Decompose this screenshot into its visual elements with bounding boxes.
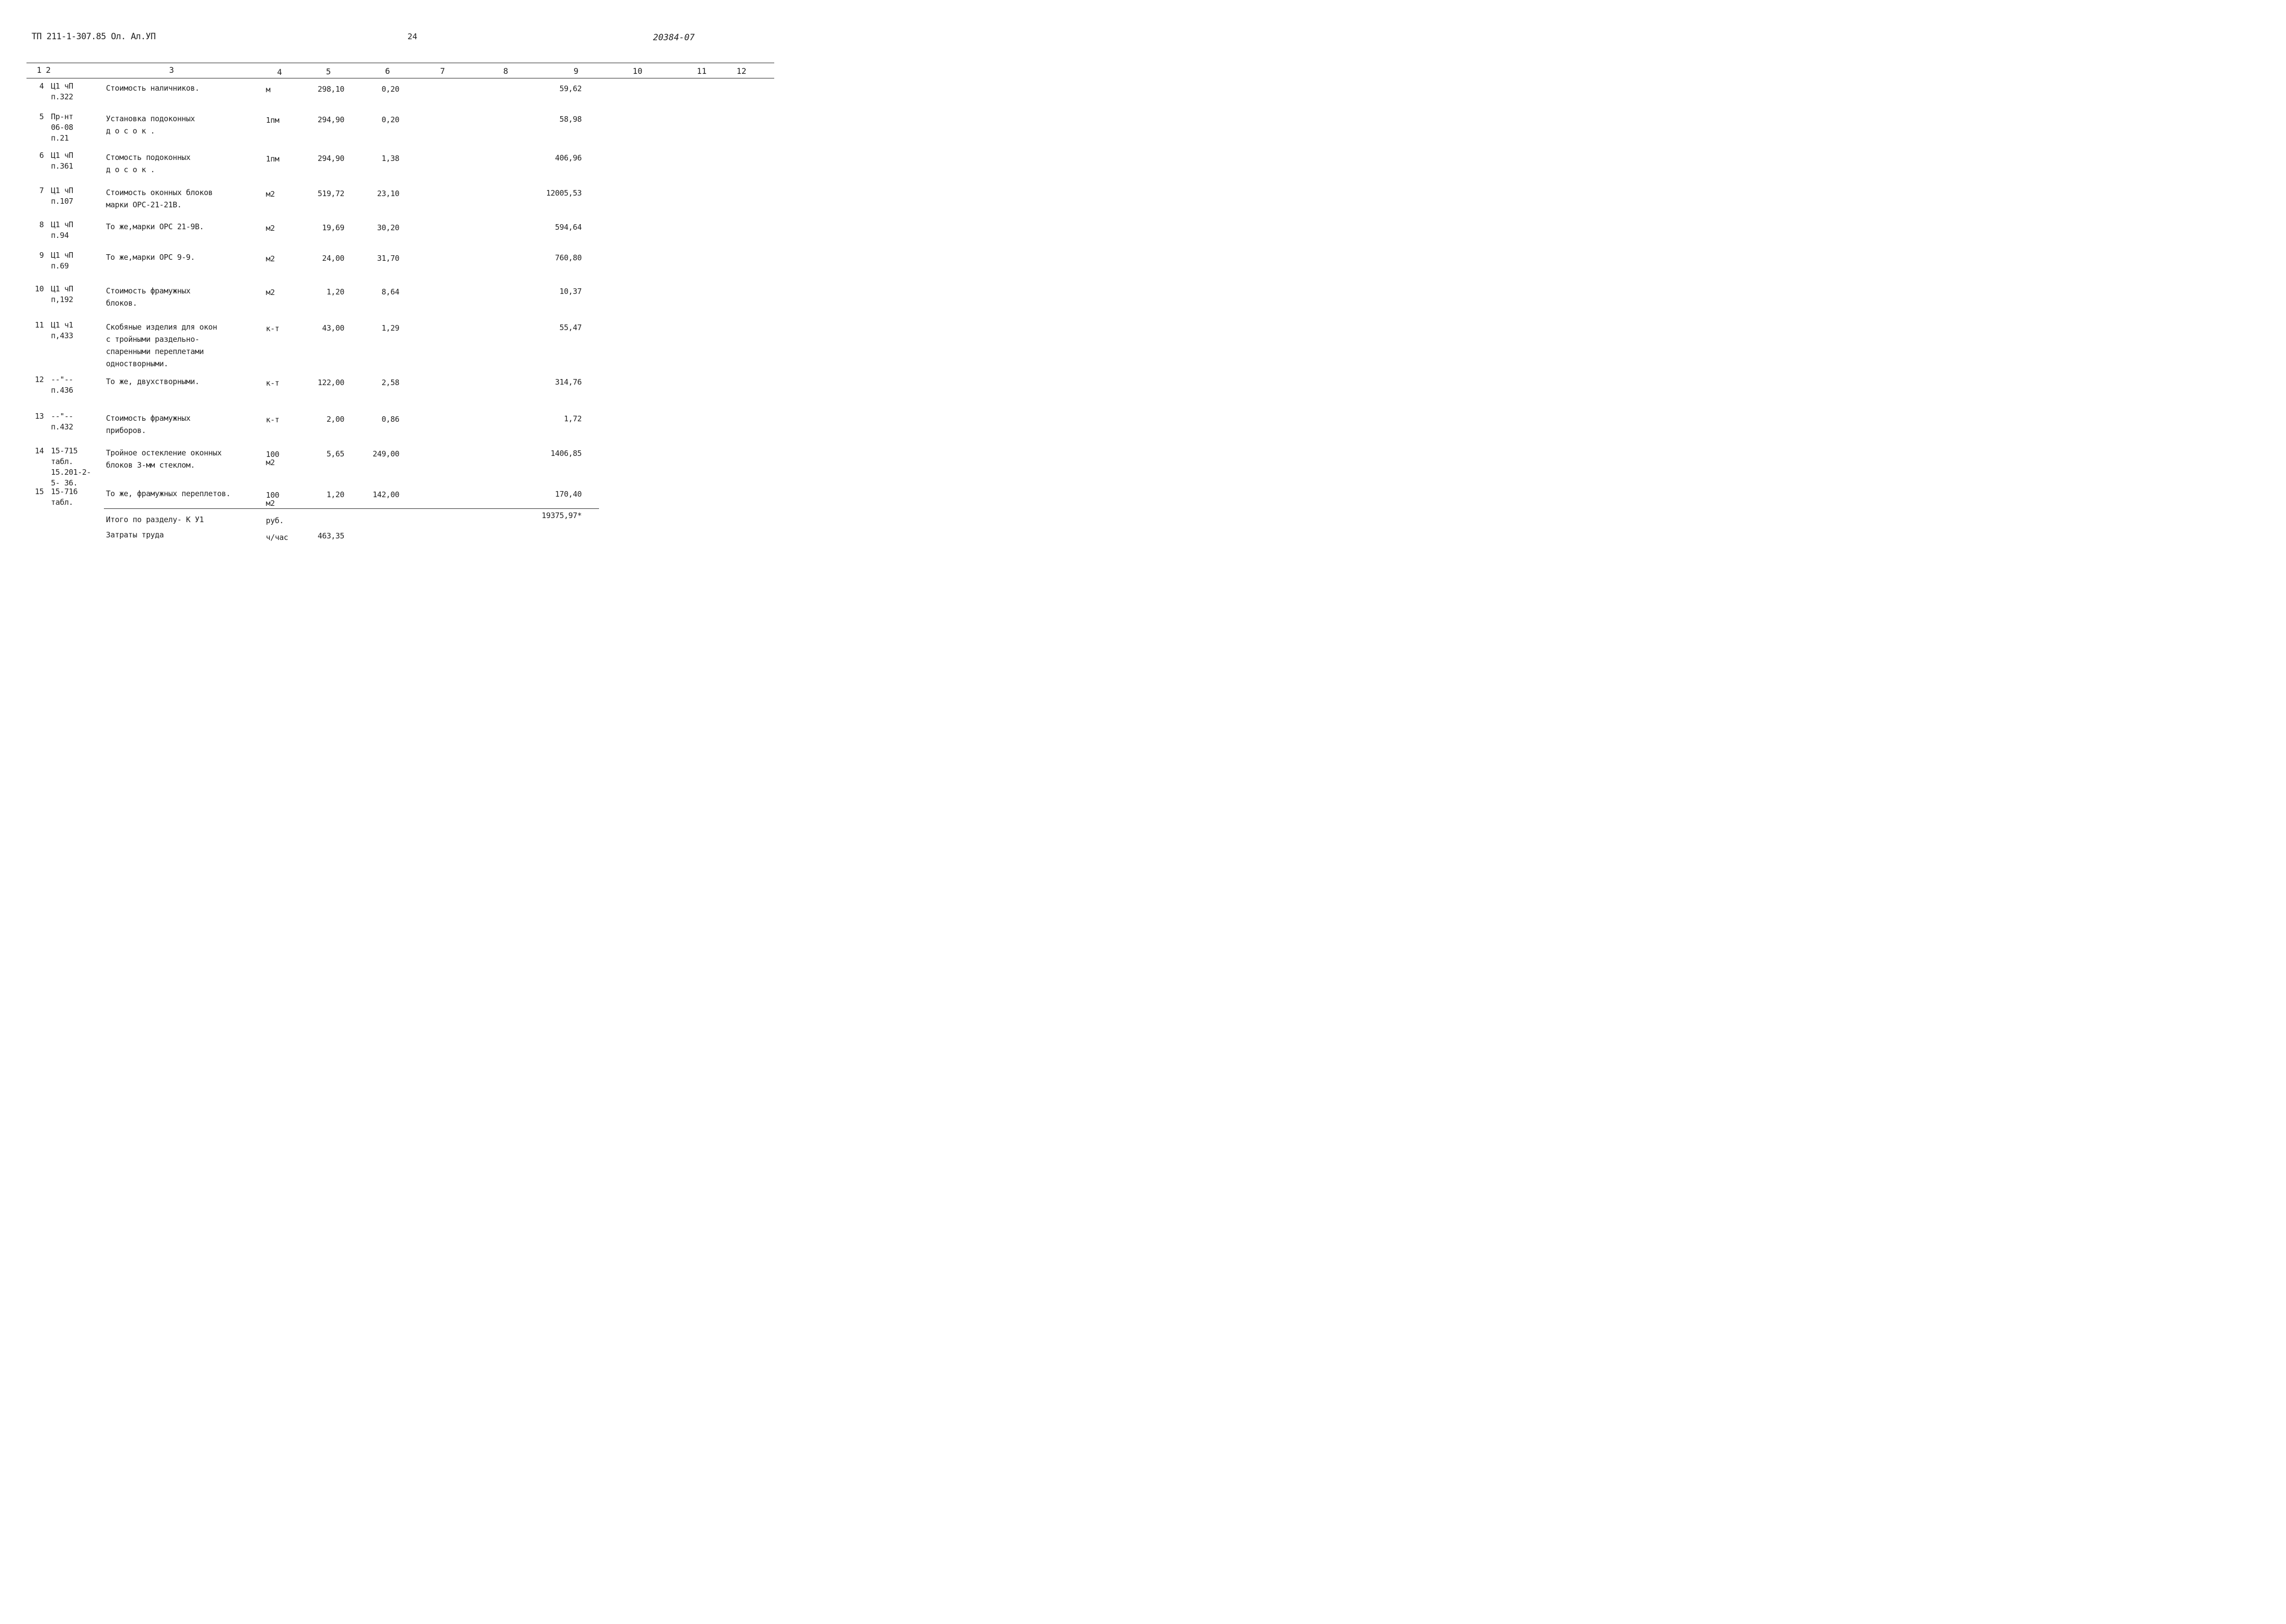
- row-reference-line: п.436: [51, 386, 73, 395]
- row-description-line: Стоимость оконных блоков: [106, 188, 213, 197]
- row-unit-line: м2: [266, 254, 275, 263]
- row-quantity: 122,00: [317, 378, 344, 387]
- row-reference-line: п.322: [51, 92, 73, 101]
- row-description-line: блоков 3-мм стеклом.: [106, 461, 195, 470]
- row-total-cost: 59,62: [559, 84, 582, 93]
- row-description-line: То же, двухстворными.: [106, 377, 200, 386]
- row-reference-line: --"--: [51, 412, 73, 421]
- row-unit-line: м: [266, 85, 270, 94]
- row-description-line: Стоимость фрамужных: [106, 414, 190, 423]
- row-number: 5: [39, 112, 44, 121]
- row-unit-price: 0,20: [382, 85, 399, 94]
- row-number: 14: [35, 446, 44, 455]
- row-description-line: Стоимость фрамужных: [106, 286, 190, 295]
- column-header-9: 9: [574, 66, 579, 76]
- row-quantity: 19,69: [322, 223, 344, 232]
- row-reference-line: Ц1 ч1: [51, 320, 73, 330]
- row-quantity: 1,20: [326, 490, 344, 499]
- row-unit-line: м2: [266, 190, 275, 199]
- row-total-cost: 1,72: [564, 414, 582, 423]
- row-reference-line: 5- 36.: [51, 478, 78, 488]
- row-quantity: 24,00: [322, 254, 344, 263]
- row-reference-line: п.94: [51, 231, 69, 240]
- row-reference-line: Ц1 чП: [51, 151, 73, 160]
- column-header-11: 11: [697, 66, 707, 76]
- row-quantity: 5,65: [326, 449, 344, 458]
- row-reference-line: п.361: [51, 161, 73, 171]
- row-unit-price: 23,10: [377, 189, 399, 198]
- row-total-cost: 406,96: [555, 153, 582, 163]
- row-unit-price: 30,20: [377, 223, 399, 232]
- section-total-unit: руб.: [266, 516, 284, 525]
- row-quantity: 2,00: [326, 415, 344, 424]
- labor-cost-label: Затраты труда: [106, 530, 164, 539]
- row-quantity: 1,20: [326, 287, 344, 296]
- row-total-cost: 314,76: [555, 377, 582, 387]
- row-description-line: То же,марки ОРС 9-9.: [106, 253, 195, 262]
- row-unit-line: 100: [266, 450, 280, 459]
- row-unit-price: 8,64: [382, 287, 399, 296]
- registration-stamp: 20384-07: [653, 33, 695, 43]
- row-unit-line: м2: [266, 458, 275, 467]
- row-unit-line: 1пм: [266, 154, 280, 164]
- row-description-line: с тройными раздельно-: [106, 335, 200, 344]
- row-reference-line: п.21: [51, 133, 69, 143]
- row-number: 4: [39, 82, 44, 91]
- section-total-label: Итого по разделу- К У1: [106, 515, 204, 524]
- row-reference-line: 15.201-2-: [51, 468, 91, 477]
- column-header-7: 7: [440, 66, 445, 76]
- row-total-cost: 170,40: [555, 490, 582, 499]
- row-reference-line: табл.: [51, 457, 73, 466]
- row-reference-line: Ц1 чП: [51, 82, 73, 91]
- row-total-cost: 1406,85: [550, 449, 582, 458]
- row-description-line: Тройное остекление оконных: [106, 448, 222, 457]
- row-reference-line: --"--: [51, 375, 73, 384]
- row-unit-price: 1,29: [382, 323, 399, 333]
- row-description-line: блоков.: [106, 299, 138, 308]
- row-total-cost: 594,64: [555, 223, 582, 232]
- row-number: 11: [35, 320, 44, 330]
- row-unit-line: 1пм: [266, 116, 280, 125]
- labor-cost-unit: ч/час: [266, 533, 288, 542]
- row-description-line: То же, фрамужных переплетов.: [106, 489, 231, 498]
- row-number: 7: [39, 186, 44, 195]
- row-description-line: спаренными переплетами: [106, 347, 204, 356]
- row-total-cost: 12005,53: [546, 188, 582, 198]
- row-reference-line: Ц1 чП: [51, 251, 73, 260]
- row-unit-line: к-т: [266, 378, 280, 388]
- row-number: 8: [39, 220, 44, 229]
- labor-cost-value: 463,35: [317, 531, 344, 540]
- row-unit-price: 31,70: [377, 254, 399, 263]
- row-number: 15: [35, 487, 44, 496]
- row-description-line: Стоимость наличников.: [106, 84, 200, 93]
- column-header-10: 10: [633, 66, 643, 76]
- row-reference-line: Ц1 чП: [51, 220, 73, 229]
- row-unit-price: 0,20: [382, 115, 399, 124]
- row-quantity: 298,10: [317, 85, 344, 94]
- row-reference-line: 15-715: [51, 446, 78, 455]
- column-header-12: 12: [737, 66, 747, 76]
- row-reference-line: п.107: [51, 197, 73, 206]
- row-description-line: Стомость подоконных: [106, 153, 190, 162]
- row-quantity: 519,72: [317, 189, 344, 198]
- row-unit-line: к-т: [266, 324, 280, 333]
- row-number: 6: [39, 151, 44, 160]
- row-number: 10: [35, 284, 44, 293]
- row-description-line: Установка подоконных: [106, 114, 195, 123]
- row-reference-line: 06-08: [51, 123, 73, 132]
- row-description-line: одностворными.: [106, 359, 169, 368]
- column-header-6: 6: [385, 66, 390, 76]
- column-header-2: 2: [46, 65, 51, 75]
- column-header-5: 5: [326, 67, 331, 76]
- row-description-line: марки ОРС-21-21В.: [106, 200, 182, 209]
- row-description-line: То же,марки ОРС 21-9В.: [106, 222, 204, 231]
- row-reference-line: 15-716: [51, 487, 78, 496]
- page-number: 24: [407, 32, 418, 41]
- row-unit-line: 100: [266, 491, 280, 500]
- row-description-line: д о с о к .: [106, 126, 155, 136]
- row-reference-line: п.432: [51, 422, 73, 431]
- column-header-4: 4: [277, 67, 282, 77]
- row-description-line: Скобяные изделия для окон: [106, 322, 217, 332]
- row-unit-line: м2: [266, 288, 275, 297]
- row-description-line: приборов.: [106, 426, 146, 435]
- row-reference-line: табл.: [51, 498, 73, 507]
- row-reference-line: Пр-нт: [51, 112, 73, 121]
- row-quantity: 294,90: [317, 154, 344, 163]
- row-number: 12: [35, 375, 44, 384]
- row-total-cost: 760,80: [555, 253, 582, 262]
- row-unit-price: 2,58: [382, 378, 399, 387]
- row-total-cost: 10,37: [559, 287, 582, 296]
- column-header-8: 8: [503, 66, 508, 76]
- row-reference-line: п.69: [51, 261, 69, 270]
- row-number: 9: [39, 251, 44, 260]
- row-reference-line: п,192: [51, 295, 73, 304]
- row-reference-line: Ц1 чП: [51, 284, 73, 293]
- row-total-cost: 58,98: [559, 115, 582, 124]
- row-quantity: 43,00: [322, 323, 344, 333]
- row-unit-line: м2: [266, 499, 275, 508]
- row-unit-line: к-т: [266, 415, 280, 424]
- column-header-3: 3: [169, 65, 174, 75]
- row-unit-price: 142,00: [372, 490, 399, 499]
- section-total-value: 19375,97*: [541, 511, 582, 520]
- row-unit-line: м2: [266, 224, 275, 233]
- row-reference-line: Ц1 чП: [51, 186, 73, 195]
- row-number: 13: [35, 412, 44, 421]
- summary-rule: [104, 508, 599, 509]
- row-description-line: д о с о к .: [106, 165, 155, 174]
- row-unit-price: 249,00: [372, 449, 399, 458]
- row-unit-price: 0,86: [382, 415, 399, 424]
- row-total-cost: 55,47: [559, 323, 582, 332]
- row-unit-price: 1,38: [382, 154, 399, 163]
- column-header-1: 1: [37, 65, 42, 75]
- row-quantity: 294,90: [317, 115, 344, 124]
- row-reference-line: п,433: [51, 331, 73, 340]
- document-code: ТП 211-1-307.85 Ол. Ал.УП: [32, 32, 156, 42]
